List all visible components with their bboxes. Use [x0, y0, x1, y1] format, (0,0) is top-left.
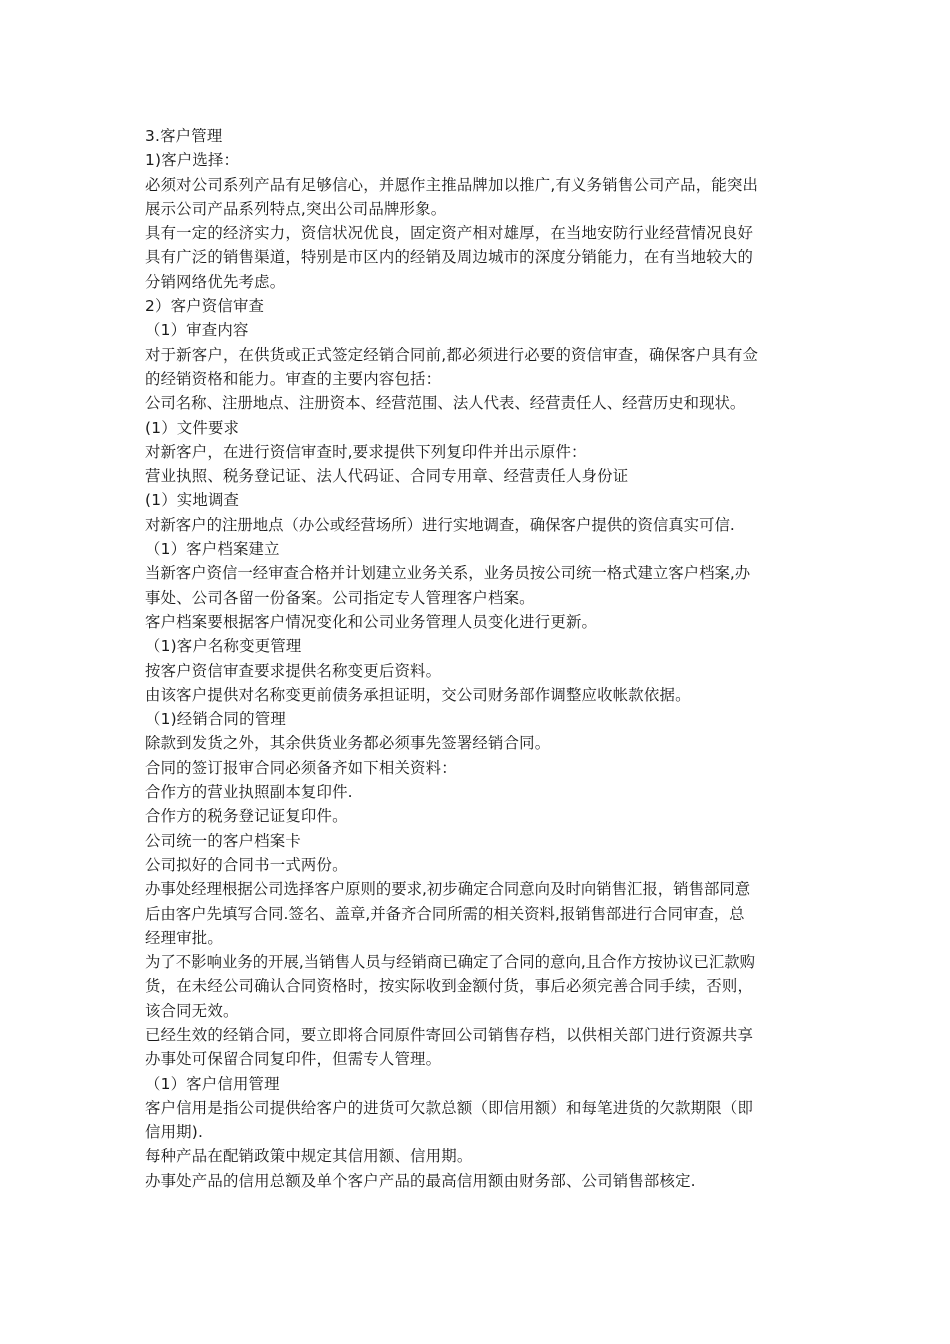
paragraph-line: 具有广泛的销售渠道，特别是市区内的经销及周边城市的深度分销能力，在有当地较大的 — [145, 248, 754, 267]
paragraph-line: 该合同无效。 — [145, 1001, 239, 1020]
paragraph-line: 办事处可保留合同复印件，但需专人管理。 — [145, 1050, 442, 1069]
paragraph-line: 办事处产品的信用总额及单个客户产品的最高信用额由财务部、公司销售部核定. — [145, 1171, 696, 1190]
paragraph-line: 公司名称、注册地点、注册资本、经营范围、法人代表、经营责任人、经营历史和现状。 — [145, 394, 746, 413]
item-heading: （1)经销合同的管理 — [145, 710, 286, 729]
document-body — [145, 124, 813, 1193]
paragraph-line: 对新客户的注册地点（办公或经营场所）进行实地调查，确保客户提供的资信真实可信. — [145, 515, 735, 534]
paragraph-line: 信用期). — [145, 1123, 204, 1142]
list-item: 公司统一的客户档案卡 — [145, 831, 301, 850]
paragraph-line: 对新客户，在进行资信审查时,要求提供下列复印件并出示原件： — [145, 442, 587, 461]
paragraph-line: 已经生效的经销合同，要立即将合同原件寄回公司销售存档，以供相关部门进行资源共享 — [145, 1025, 754, 1044]
paragraph-line: 后由客户先填写合同.签名、盖章,并备齐合同所需的相关资料,报销售部进行合同审查，总 — [145, 904, 745, 923]
paragraph-line: 营业执照、税务登记证、法人代码证、合同专用章、经营责任人身份证 — [145, 467, 629, 486]
item-heading: （1）客户信用管理 — [145, 1074, 280, 1093]
list-item: 合作方的税务登记证复印件。 — [145, 807, 348, 826]
item-heading: （1)客户名称变更管理 — [145, 637, 302, 656]
section-heading: 3.客户管理 — [145, 127, 223, 145]
paragraph-line: 事处、公司各留一份备案。公司指定专人管理客户档案。 — [145, 588, 535, 607]
item-heading: （1）审查内容 — [145, 321, 249, 340]
paragraph-line: 分销网络优先考虑。 — [145, 272, 286, 291]
paragraph-line: 为了不影响业务的开展,当销售人员与经销商已确定了合同的意向,且合作方按协议已汇款购 — [145, 953, 756, 972]
list-item: 公司拟好的合同书一式两份。 — [145, 855, 348, 874]
item-heading: (1）实地调查 — [145, 491, 240, 510]
paragraph-line: 经理审批。 — [145, 928, 223, 947]
paragraph-line: 展示公司产品系列特点,突出公司品牌形象。 — [145, 199, 447, 218]
paragraph-line: 货，在未经公司确认合同资格时，按实际收到金额付货，事后必须完善合同手续，否则， — [145, 977, 754, 996]
paragraph-line: 除款到发货之外，其余供货业务都必须事先签署经销合同。 — [145, 734, 551, 753]
paragraph-line: 由该客户提供对名称变更前债务承担证明，交公司财务部作调整应收帐款依据。 — [145, 685, 691, 704]
subsection-heading: 2）客户资信审查 — [145, 297, 265, 316]
paragraph-line: 客户信用是指公司提供给客户的进货可欠款总额（即信用额）和每笔进货的欠款期限（即 — [145, 1098, 754, 1117]
paragraph-line: 办事处经理根据公司选择客户原则的要求,初步确定合同意向及时向销售汇报，销售部同意 — [145, 880, 751, 899]
paragraph-line: 客户档案要根据客户情况变化和公司业务管理人员变化进行更新。 — [145, 612, 598, 631]
paragraph-line: 具有一定的经济实力，资信状况优良，固定资产相对雄厚，在当地安防行业经营情况良好 — [145, 224, 754, 243]
item-heading: （1）客户档案建立 — [145, 540, 280, 559]
paragraph-line: 按客户资信审查要求提供名称变更后资料。 — [145, 661, 442, 680]
paragraph-line: 对于新客户，在供货或正式签定经销合同前,都必须进行必要的资信审查，确保客户具有佥 — [145, 345, 759, 364]
paragraph-line: 当新客户资信一经审查合格并计划建立业务关系，业务员按公司统一格式建立客户档案,办 — [145, 564, 751, 583]
item-heading: (1）文件要求 — [145, 418, 240, 437]
paragraph-line: 合同的签订报审合同必须备齐如下相关资料： — [145, 758, 457, 777]
paragraph-line: 必须对公司系列产品有足够信心，并愿作主推品牌加以推广,有义务销售公司产品，能突出 — [145, 175, 759, 194]
subsection-heading: 1)客户选择： — [145, 151, 240, 170]
paragraph-line: 的经销资格和能力。审查的主要内容包括： — [145, 369, 442, 388]
list-item: 合作方的营业执照副本复印件. — [145, 783, 353, 802]
paragraph-line: 每种产品在配销政策中规定其信用额、信用期。 — [145, 1147, 473, 1166]
